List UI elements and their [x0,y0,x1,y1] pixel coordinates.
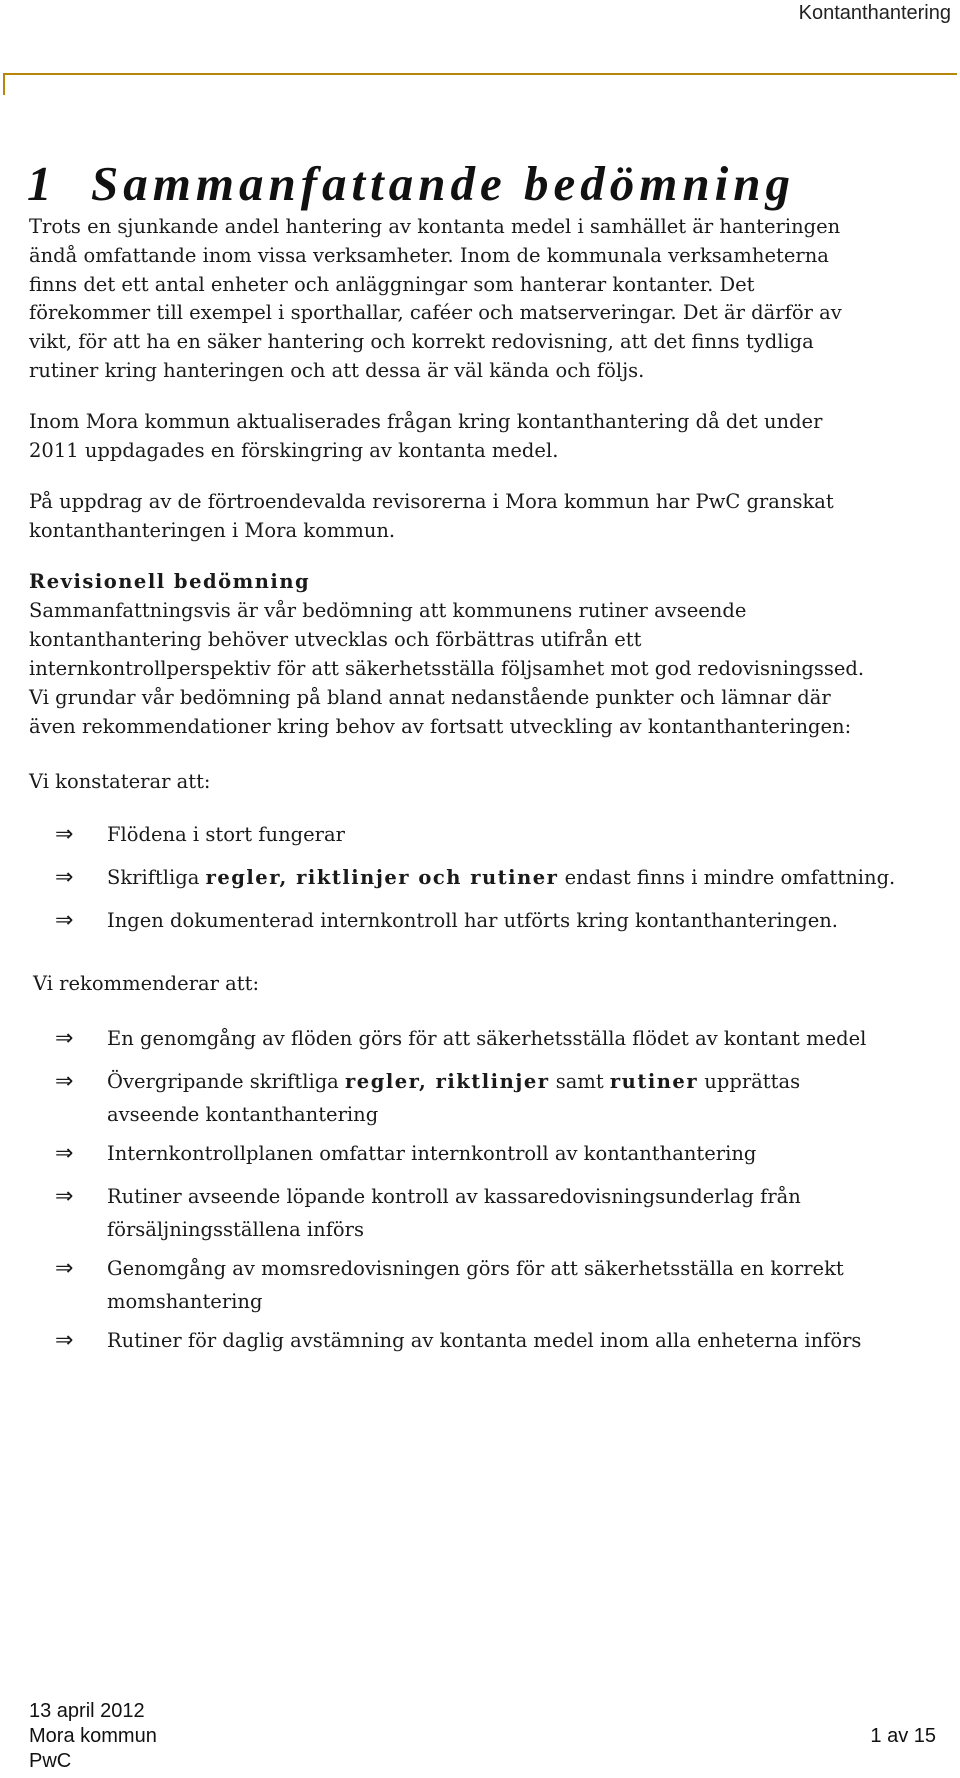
footer-company: PwC [29,1750,72,1772]
paragraph-line: kontanthanteringen i Mora kommun. [29,519,396,542]
intro-line: Trots en sjunkande andel hantering av kontanta medel i samhället är hanteringen [29,215,841,238]
recommendation-text: Internkontrollplanen omfattar internkontroll av kontanthantering [107,1142,757,1165]
arrow-icon: ⇒ [55,908,74,933]
assessment-line: Vi grundar vår bedömning på bland annat nedanstående punkter och lämnar där [29,686,831,709]
recommendation-text: Genomgång av momsredovisningen görs för att säkerhetsställa en korrekt momshantering [107,1257,844,1313]
finding-text: Flödena i stort fungerar [107,823,345,846]
recommendation-text: Övergripande skriftliga regler, riktlinjer samt rutiner upprättas avseende kontanthantering [107,1070,801,1126]
section-number: 1 [27,156,57,211]
recommendations-label: Vi rekommenderar att: [33,972,260,995]
assessment-line: Sammanfattningsvis är vår bedömning att kommunens rutiner avseende [29,599,747,622]
page-number: 1 av 15 [870,1725,936,1747]
arrow-icon: ⇒ [55,1026,74,1051]
running-header: Kontanthantering [798,2,951,24]
header-rule [3,73,957,75]
arrow-icon: ⇒ [55,1184,74,1209]
arrow-icon: ⇒ [55,1328,74,1353]
intro-line: förekommer till exempel i sporthallar, caféer och matserveringar. Det är därför av [29,301,842,324]
assessment-line: internkontrollperspektiv för att säkerhetsställa följsamhet mot god redovisningssed. [29,657,865,680]
recommendation-text: En genomgång av flöden görs för att säkerhetsställa flödet av kontant medel [107,1027,867,1050]
assessment-line: även rekommendationer kring behov av fortsatt utveckling av kontanthanteringen: [29,715,852,738]
paragraph-line: Inom Mora kommun aktualiserades frågan kring kontanthantering då det under [29,410,823,433]
assessment-line: kontanthantering behöver utvecklas och förbättras utifrån ett [29,628,642,651]
recommendation-text: Rutiner för daglig avstämning av kontanta medel inom alla enheterna införs [107,1329,862,1352]
bold-term: regler, riktlinjer och rutiner [205,866,559,889]
section-title-text: Sammanfattande bedömning [91,156,796,211]
finding-text: Ingen dokumenterad internkontroll har utförts kring kontanthanteringen. [107,909,838,932]
finding-text: Skriftliga regler, riktlinjer och rutiner endast finns i mindre omfattning. [107,866,896,889]
intro-line: vikt, för att ha en säker hantering och korrekt redovisning, att det finns tydliga [29,330,814,353]
assessment-heading: Revisionell bedömning [29,570,311,593]
recommendation-text: Rutiner avseende löpande kontroll av kassaredovisningsunderlag från försäljningsställena införs [107,1185,801,1241]
paragraph-line: På uppdrag av de förtroendevalda revisorerna i Mora kommun har PwC granskat [29,490,834,513]
paragraph-line: 2011 uppdagades en förskingring av kontanta medel. [29,439,559,462]
intro-line: finns det ett antal enheter och anläggningar som hanterar kontanter. Det [29,273,755,296]
arrow-icon: ⇒ [55,1256,74,1281]
intro-line: ändå omfattande inom vissa verksamheter. Inom de kommunala verksamheterna [29,244,829,267]
bold-term: regler, riktlinjer [345,1070,550,1093]
bold-term: rutiner [609,1070,699,1093]
arrow-icon: ⇒ [55,865,74,890]
arrow-icon: ⇒ [55,822,74,847]
footer-org: Mora kommun [29,1725,157,1747]
footer-date: 13 april 2012 [29,1700,145,1722]
header-rule-tick [3,73,5,95]
arrow-icon: ⇒ [55,1069,74,1094]
section-title [27,155,795,212]
findings-label: Vi konstaterar att: [29,770,211,793]
intro-line: rutiner kring hanteringen och att dessa är väl kända och följs. [29,359,645,382]
arrow-icon: ⇒ [55,1141,74,1166]
